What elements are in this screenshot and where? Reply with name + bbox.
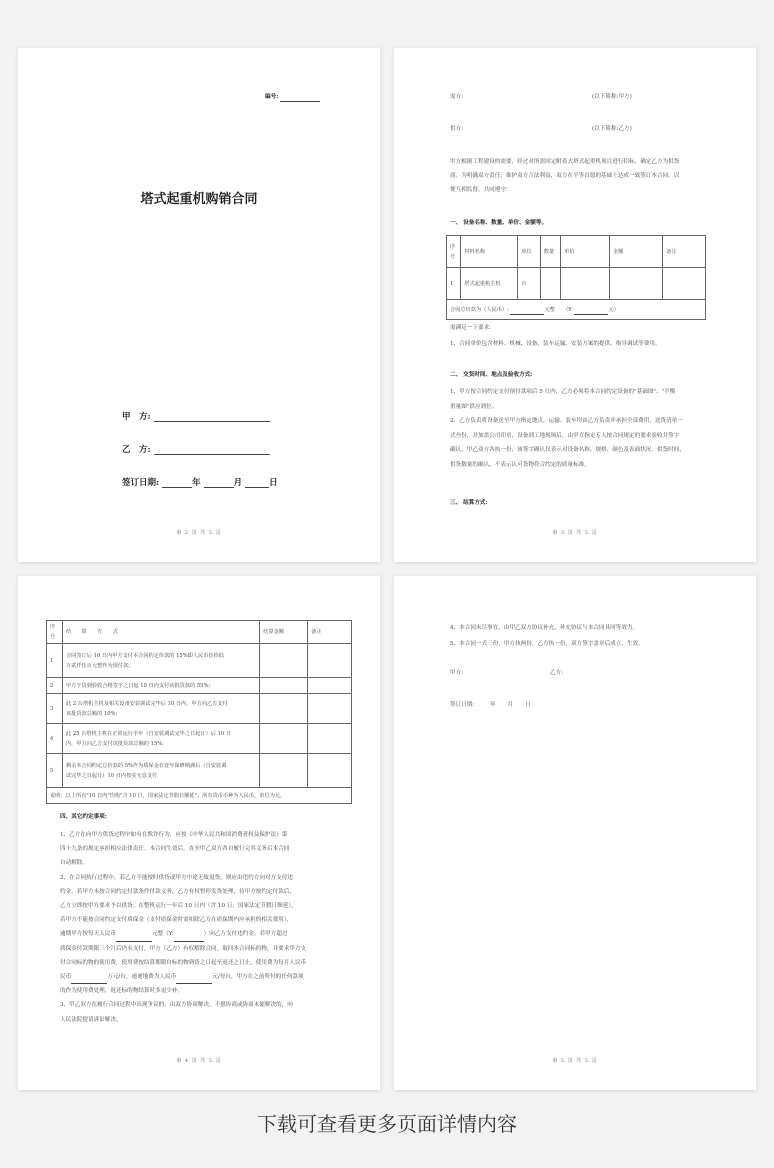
table-cell: 4: [47, 724, 63, 754]
table-cell: 此 25 台塔机主机在正常运行半年（自安装调试完毕之日起计）后 10 日 内，甲方向乙方支付该批货款总额的 15%;: [62, 724, 259, 754]
page-title: 塔式起重机购销合同: [140, 192, 258, 207]
day-label: 日: [269, 478, 278, 488]
table-header-cell: 单价: [561, 236, 610, 268]
month-label: 月: [233, 478, 243, 488]
page-footer: 第 4 页 共 5 页: [176, 1058, 222, 1064]
year-label: 年: [192, 478, 201, 488]
table-total-row: [447, 300, 706, 320]
sign-date-label: 签订日期:: [122, 478, 160, 488]
table-header-cell: 备注: [308, 621, 352, 644]
table-cell: 台: [518, 268, 540, 300]
final-terms: [450, 620, 644, 652]
intro-paragraph: 甲方根据工程建设的需要，经过对所需回定附着式塔式起重机项目进行招标，确定乙方为供货 商。为明确双方责任，维护双方合法利益，双方在平等自愿的基础上达成一致签订本合同，以 便互相监督、共同遵守:: [450, 159, 680, 193]
table-cell: 3: [47, 694, 63, 724]
table-cell: [260, 724, 308, 754]
table-cell: [561, 268, 610, 300]
table-row: [447, 268, 706, 300]
table-header-row: [47, 621, 352, 644]
table-header-cell: 序号: [47, 621, 63, 644]
table-note: 说明：以上所有"10 日内"均指"含 10 日，国家法定节假日顺延"；所有货币币种为人民币，单位为元。: [47, 788, 352, 804]
page-cover: [18, 48, 380, 562]
table-cell: 合同签订后 10 日内甲方支付本合同约定价款的 15%即人民币伍拾陆 万贰仟伍百元整作为预付款;: [62, 644, 259, 678]
table-row: [47, 644, 352, 678]
requirements-title: 需满足一下要求:: [450, 325, 492, 331]
party-b-label: 乙 方:: [122, 445, 151, 455]
table-total-cell: 合同总价款为（人民币）: 元整 （Y: 元）: [447, 300, 706, 320]
table-header-cell: 结算金额: [260, 621, 308, 644]
party-b-sign: 乙方:: [550, 670, 564, 676]
table-cell: 剩余本合同约定总价款的 5%作为质保金在壹年保修期满后（自安装调 试完毕之日起计）10 日内按实无息支付: [62, 754, 259, 788]
term-item: 5、本合同一式三份，甲方执两份，乙方执一份，双方签字盖章后成立、生效。: [450, 641, 644, 647]
sign-date-line: [122, 476, 278, 488]
party-a-label: 甲 方:: [122, 412, 151, 422]
settlement-table: [46, 620, 352, 804]
table-cell: [308, 644, 352, 678]
table-row: [47, 678, 352, 694]
table-cell: 此 2 台塔机主机及相关设备安装调试完毕后 10 日内，甲方向乙方支付 该批货款总额的 10%;: [62, 694, 259, 724]
table-cell: 1: [447, 268, 461, 300]
other-terms-paragraph: 1、乙方在向甲方供货过程中如有在欺诈行为，应按《中华人民共和国消费者权益保护法》第 四十九条的规定承担相应法律责任。本合同生效后，直至甲乙双方各自履行完其义务后本合同 自动解除。 2、在合同执行过程中，若乙方不能按时供货或甲方中途无故退货，则应由违约方向对方支付违 约金。若甲方未按合同约定付款条件付款义务，乙方有权暂停发货处理，待甲方按约定付款后， 乙方立即按甲方要求予以供货；在整机运行一年后 10 日内（含 10 日，国家法定节假日顺延）， 若甲方不能按合同约定支付质保金（支付质保金时需扣除乙方在质保期内应承担的相关费用）， 逾期甲方按每天人民币 元整（Y: ）向乙方支付违约金，若甲方超过 质保金付款期限三个月后仍未支付，甲方（乙方）有权解除合同。取回本合同标的物，并要求甲方支 付合同标的物的使用费，使用费按结算期限自标的物到货之日起至返还之日止，使用费为每月人民币 民币 万元/台，递递地费为人民币 元/每台，甲方在之前所付的任何款项 的作为使用费处理，返还标的物结算时多退少补。 3、甲乙双方在履行合同过程中出现争议的，由双方协商解决，不愿协商或协商未能解决的，向 人民法院提请诉讼解决。: [60, 832, 307, 1023]
party-a-blank: [154, 421, 270, 422]
section4-title: 四、其它约定事项:: [60, 814, 107, 820]
contract-number-blank: [280, 101, 320, 102]
table-header-cell: 数量: [540, 236, 560, 268]
page-four: [18, 576, 380, 1090]
table-cell: [308, 694, 352, 724]
table-cell: [610, 268, 663, 300]
party-b-line: [122, 443, 270, 455]
buyer-label: 需方:: [450, 94, 464, 100]
party-a-sign: 甲方:: [450, 670, 464, 676]
table-cell: 1: [47, 644, 63, 678]
table-note-row: [47, 788, 352, 804]
party-b-blank: [154, 454, 270, 455]
table-row: [47, 724, 352, 754]
term-item: 4、本合同未尽事宜，由甲乙双方协议补充，补充协议与本合同具同等效力。: [450, 625, 639, 631]
table-header-cell: 单位: [518, 236, 540, 268]
section2-title: 二、 交货时间、地点及验收方式:: [450, 372, 533, 378]
table-cell: [540, 268, 560, 300]
seller-abbr: (以下简称:乙方): [592, 126, 632, 132]
party-a-line: [122, 410, 270, 422]
table-cell: [308, 754, 352, 788]
table-header-cell: 序号: [447, 236, 461, 268]
table-cell: 5: [47, 754, 63, 788]
table-header-cell: 金额: [610, 236, 663, 268]
page-footer: 第 2 页 共 5 页: [176, 530, 222, 536]
table-header-cell: 材料名称: [461, 236, 518, 268]
table-row: [47, 694, 352, 724]
table-header-cell: 备注: [663, 236, 706, 268]
table-cell: [308, 724, 352, 754]
table-cell: [308, 678, 352, 694]
section1-title: 一、 设备名称、数量、单价、金额等。: [450, 220, 548, 226]
table-cell: [260, 644, 308, 678]
section3-title: 三、 结算方式:: [450, 500, 488, 506]
table-header-cell: 结 算 方 式: [62, 621, 259, 644]
table-cell: [260, 754, 308, 788]
table-cell: [260, 678, 308, 694]
page-footer: 第 5 页 共 5 页: [552, 1058, 598, 1064]
sign-date: 签订日期: 年 月 日: [450, 702, 531, 708]
table-cell: [663, 268, 706, 300]
table-cell: 甲方于货到验收合格签字之日起 10 日内支付该批货款的 55%;: [62, 678, 259, 694]
seller-label: 供方:: [450, 126, 464, 132]
contract-number: [265, 92, 320, 102]
table-header-row: [447, 236, 706, 268]
table-cell: 塔式起重机主机: [461, 268, 518, 300]
table-row: [47, 754, 352, 788]
buyer-abbr: (以下简称:甲方): [592, 94, 632, 100]
table-cell: 2: [47, 678, 63, 694]
requirement-item: 1、合同单价包含材料、机械、设备、装车运输、安装方案的提供、指导调试等费用。: [450, 341, 661, 347]
equipment-table: [446, 235, 706, 320]
page-footer: 第 3 页 共 5 页: [552, 530, 598, 536]
delivery-paragraph: 1、甲方按合同约定支付预付款项后 5 日内，乙方必须将本合同约定设备的"基础图"、"平衡 重量图"供应到位。 2、乙方负责将设备送至甲方指定地点，运输、装车均由乙方负责并承担全部费用，送货清单一 式叁份，并加盖公司印章，设备到工地现场后，由甲方指定专人按合同规定的要求验收并签字 确认，甲乙双方各执一份，该签字确认仅表示对设备名称、规格、颜色及表面状况、供货时间、 供货数量的确认，不表示认可货物符合约定的质量标准。: [450, 389, 685, 468]
table-cell: [260, 694, 308, 724]
contract-number-label: 编号:: [265, 94, 279, 100]
page-three: [394, 48, 756, 562]
download-caption[interactable]: 下载可查看更多页面详情内容: [257, 1112, 517, 1136]
page-five: [394, 576, 756, 1090]
